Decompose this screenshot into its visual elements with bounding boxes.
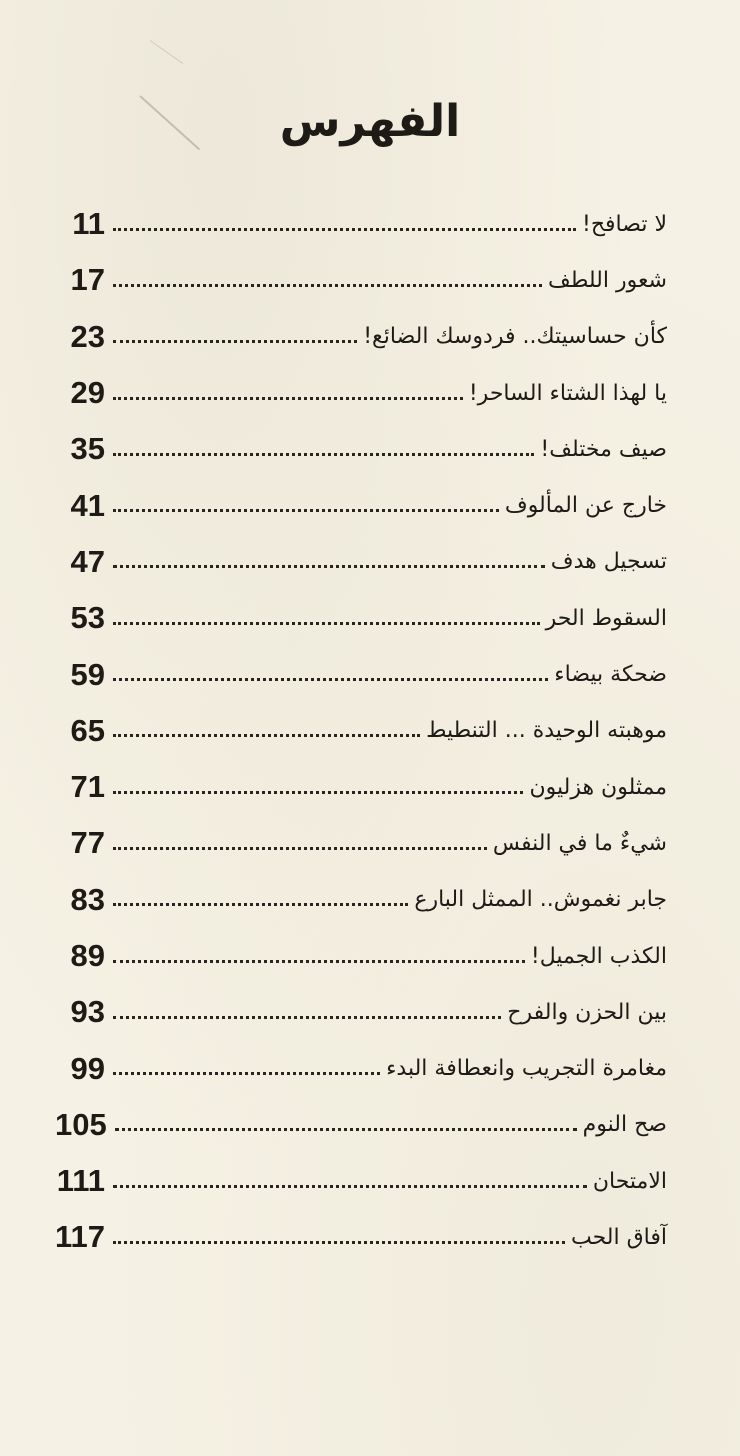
toc-entry — [55, 703, 667, 759]
toc-entry-title: بين الحزن والفرح — [507, 999, 667, 1025]
toc-entry-title: جابر نغموش.. الممثل البارع — [414, 887, 667, 913]
toc-page-number: 105 — [55, 1106, 107, 1142]
toc-entry-title: صح النوم — [582, 1112, 667, 1138]
dot-leader — [113, 228, 576, 231]
toc-entry-title: ضحكة بيضاء — [554, 662, 667, 688]
toc-entry-title: شعور اللطف — [548, 267, 667, 293]
toc-entry — [55, 365, 667, 421]
dot-leader — [113, 622, 540, 625]
toc-page-number: 99 — [70, 1050, 105, 1086]
page-title: الفهرس — [279, 96, 461, 147]
toc-entry — [55, 534, 667, 590]
toc-entry-title: الامتحان — [592, 1168, 667, 1194]
toc-entry-title: شيءٌ ما في النفس — [492, 830, 667, 856]
dot-leader — [113, 903, 408, 906]
dot-leader — [113, 847, 487, 850]
toc-page-number: 93 — [70, 994, 105, 1030]
dot-leader — [113, 453, 534, 456]
dot-leader — [113, 734, 420, 737]
toc-page-number: 77 — [70, 825, 105, 861]
toc-page-number: 59 — [70, 656, 105, 692]
toc-entry-title: يا لهذا الشتاء الساحر! — [468, 380, 667, 406]
toc-page-number: 83 — [70, 881, 105, 917]
toc-page-number: 47 — [70, 543, 105, 579]
toc-entry — [55, 196, 667, 252]
toc-page-number: 41 — [70, 487, 105, 523]
toc-entry-title: آفاق الحب — [570, 1224, 667, 1250]
toc-entry — [55, 815, 667, 871]
toc-entry — [55, 1153, 667, 1209]
table-of-contents — [55, 196, 667, 1266]
toc-entry-title: تسجيل هدف — [550, 549, 667, 575]
toc-entry-title: لا تصافح! — [582, 211, 667, 237]
toc-page-number: 53 — [70, 600, 105, 636]
toc-entry-title: كأن حساسيتك.. فردوسك الضائع! — [363, 324, 667, 350]
toc-entry — [55, 1040, 667, 1096]
toc-entry — [55, 646, 667, 702]
toc-page-number: 117 — [55, 1219, 106, 1255]
toc-entry — [55, 477, 667, 533]
toc-page-number: 29 — [70, 375, 105, 411]
toc-entry — [55, 872, 667, 928]
toc-entry — [55, 984, 667, 1040]
dot-leader — [115, 1128, 577, 1131]
toc-entry — [55, 252, 667, 308]
toc-entry-title: الكذب الجميل! — [530, 943, 667, 969]
paper-scratch-mark — [150, 40, 183, 64]
dot-leader — [113, 791, 523, 794]
dot-leader — [113, 340, 357, 343]
toc-page-number: 23 — [70, 318, 105, 354]
dot-leader — [113, 509, 499, 512]
toc-entry-title: ممثلون هزليون — [529, 774, 667, 800]
dot-leader — [113, 1016, 501, 1019]
toc-entry-title: موهبته الوحيدة ... التنطيط — [426, 718, 667, 744]
dot-leader — [113, 565, 545, 568]
toc-page-number: 17 — [70, 262, 105, 298]
dot-leader — [113, 1241, 565, 1244]
toc-entry — [55, 928, 667, 984]
toc-page-number: 65 — [70, 712, 105, 748]
dot-leader — [113, 284, 542, 287]
toc-entry-title: صيف مختلف! — [540, 436, 667, 462]
toc-entry — [55, 309, 667, 365]
toc-entry-title: خارج عن المألوف — [504, 493, 667, 519]
toc-page-number: 71 — [70, 769, 105, 805]
toc-page-number: 35 — [70, 431, 105, 467]
dot-leader — [113, 960, 525, 963]
toc-page-number: 111 — [56, 1163, 105, 1199]
dot-leader — [113, 397, 463, 400]
dot-leader — [113, 678, 548, 681]
toc-entry-title: السقوط الحر — [545, 605, 667, 631]
toc-entry — [55, 1097, 667, 1153]
toc-page-number: 11 — [72, 206, 105, 242]
toc-entry — [55, 759, 667, 815]
toc-entry-title: مغامرة التجريب وانعطافة البدء — [386, 1056, 667, 1082]
toc-entry — [55, 1209, 667, 1265]
toc-entry — [55, 590, 667, 646]
dot-leader — [113, 1072, 380, 1075]
dot-leader — [113, 1185, 587, 1188]
toc-entry — [55, 421, 667, 477]
toc-page-number: 89 — [70, 938, 105, 973]
